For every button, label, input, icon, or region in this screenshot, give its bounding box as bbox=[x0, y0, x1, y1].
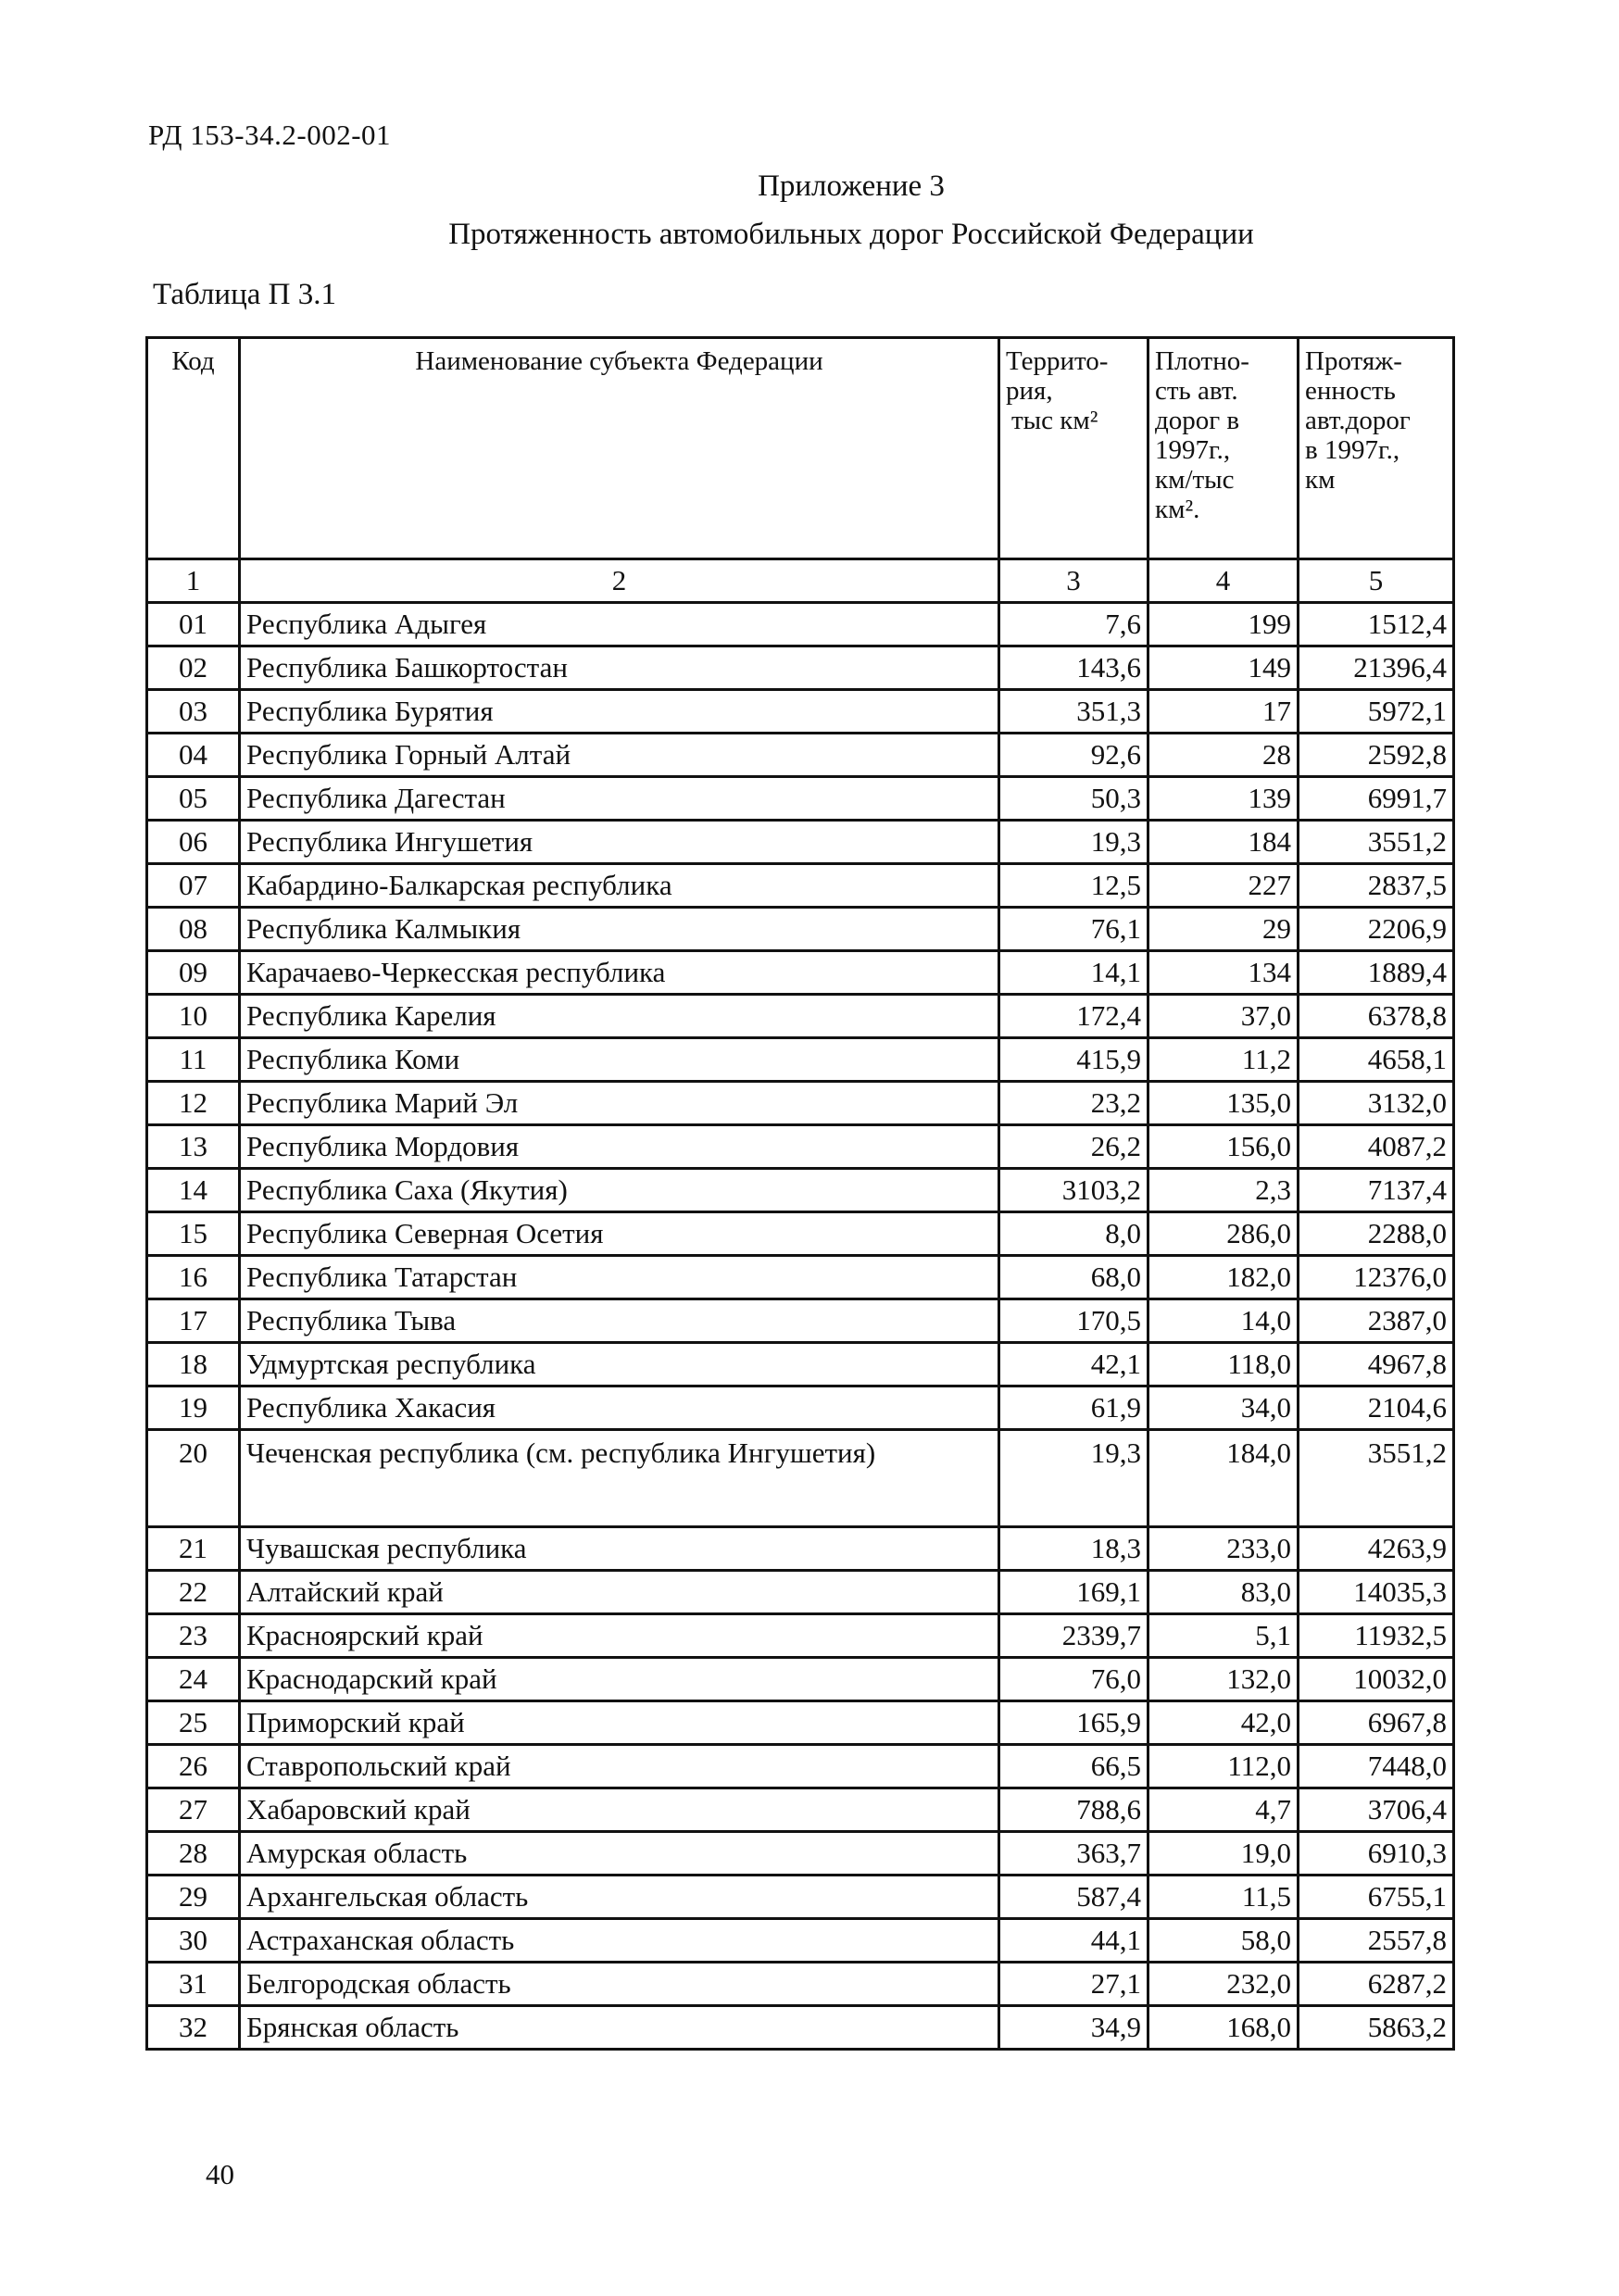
cell-name: Алтайский край bbox=[240, 1571, 999, 1614]
cell-code: 20 bbox=[147, 1430, 240, 1527]
cell-name: Республика Марий Эл bbox=[240, 1082, 999, 1125]
cell-name: Республика Татарстан bbox=[240, 1256, 999, 1299]
cell-territory: 34,9 bbox=[999, 2006, 1148, 2050]
cell-code: 28 bbox=[147, 1832, 240, 1876]
cell-territory: 415,9 bbox=[999, 1038, 1148, 1082]
cell-territory: 19,3 bbox=[999, 1430, 1148, 1527]
cell-density: 199 bbox=[1148, 603, 1299, 646]
table-row bbox=[147, 1963, 1454, 2006]
table-row bbox=[147, 1832, 1454, 1876]
cell-territory: 92,6 bbox=[999, 734, 1148, 777]
cell-territory: 12,5 bbox=[999, 864, 1148, 908]
cell-length: 2592,8 bbox=[1299, 734, 1454, 777]
header-length-line: авт.дорог bbox=[1305, 406, 1411, 435]
cell-density: 118,0 bbox=[1148, 1343, 1299, 1386]
cell-territory: 23,2 bbox=[999, 1082, 1148, 1125]
cell-code: 10 bbox=[147, 995, 240, 1038]
header-density bbox=[1148, 338, 1299, 559]
cell-length: 2288,0 bbox=[1299, 1212, 1454, 1256]
header-density-line: км². bbox=[1155, 495, 1200, 524]
cell-density: 42,0 bbox=[1148, 1701, 1299, 1745]
table-row bbox=[147, 821, 1454, 864]
cell-length: 4658,1 bbox=[1299, 1038, 1454, 1082]
table-row bbox=[147, 1788, 1454, 1832]
cell-territory: 27,1 bbox=[999, 1963, 1148, 2006]
cell-code: 26 bbox=[147, 1745, 240, 1788]
cell-code: 14 bbox=[147, 1169, 240, 1212]
cell-territory: 66,5 bbox=[999, 1745, 1148, 1788]
cell-name: Республика Башкортостан bbox=[240, 646, 999, 690]
table-row bbox=[147, 1658, 1454, 1701]
cell-name: Астраханская область bbox=[240, 1919, 999, 1963]
cell-density: 5,1 bbox=[1148, 1614, 1299, 1658]
cell-density: 134 bbox=[1148, 951, 1299, 995]
cell-length: 14035,3 bbox=[1299, 1571, 1454, 1614]
header-code: Код bbox=[147, 338, 240, 559]
cell-name: Архангельская область bbox=[240, 1876, 999, 1919]
table-row bbox=[147, 1876, 1454, 1919]
cell-name: Приморский край bbox=[240, 1701, 999, 1745]
cell-length: 6287,2 bbox=[1299, 1963, 1454, 2006]
cell-name: Республика Адыгея bbox=[240, 603, 999, 646]
cell-density: 112,0 bbox=[1148, 1745, 1299, 1788]
cell-length: 6967,8 bbox=[1299, 1701, 1454, 1745]
page-number: 40 bbox=[206, 2158, 234, 2190]
cell-name: Белгородская область bbox=[240, 1963, 999, 2006]
cell-length: 1889,4 bbox=[1299, 951, 1454, 995]
table-row bbox=[147, 908, 1454, 951]
cell-density: 17 bbox=[1148, 690, 1299, 734]
header-density-line: 1997г., bbox=[1155, 435, 1231, 465]
cell-name: Республика Карелия bbox=[240, 995, 999, 1038]
table-row bbox=[147, 734, 1454, 777]
cell-density: 2,3 bbox=[1148, 1169, 1299, 1212]
cell-code: 16 bbox=[147, 1256, 240, 1299]
cell-length: 6991,7 bbox=[1299, 777, 1454, 821]
cell-code: 05 bbox=[147, 777, 240, 821]
table-row bbox=[147, 2006, 1454, 2050]
cell-territory: 19,3 bbox=[999, 821, 1148, 864]
cell-density: 232,0 bbox=[1148, 1963, 1299, 2006]
cell-code: 04 bbox=[147, 734, 240, 777]
cell-code: 27 bbox=[147, 1788, 240, 1832]
header-length-line: Протяж- bbox=[1305, 346, 1402, 376]
cell-name: Республика Калмыкия bbox=[240, 908, 999, 951]
cell-territory: 68,0 bbox=[999, 1256, 1148, 1299]
table-row bbox=[147, 1169, 1454, 1212]
cell-territory: 18,3 bbox=[999, 1527, 1148, 1571]
cell-name: Республика Ингушетия bbox=[240, 821, 999, 864]
cell-length: 7137,4 bbox=[1299, 1169, 1454, 1212]
cell-code: 01 bbox=[147, 603, 240, 646]
cell-territory: 2339,7 bbox=[999, 1614, 1148, 1658]
cell-code: 06 bbox=[147, 821, 240, 864]
cell-density: 156,0 bbox=[1148, 1125, 1299, 1169]
cell-territory: 61,9 bbox=[999, 1386, 1148, 1430]
cell-code: 07 bbox=[147, 864, 240, 908]
cell-territory: 351,3 bbox=[999, 690, 1148, 734]
table-row bbox=[147, 777, 1454, 821]
cell-name: Республика Тыва bbox=[240, 1299, 999, 1343]
cell-length: 2104,6 bbox=[1299, 1386, 1454, 1430]
table-row bbox=[147, 1212, 1454, 1256]
table-row bbox=[147, 1343, 1454, 1386]
cell-code: 24 bbox=[147, 1658, 240, 1701]
cell-density: 37,0 bbox=[1148, 995, 1299, 1038]
table-body bbox=[147, 603, 1454, 2050]
cell-territory: 14,1 bbox=[999, 951, 1148, 995]
table-row bbox=[147, 951, 1454, 995]
table-label: Таблица П 3.1 bbox=[153, 278, 336, 311]
column-number: 2 bbox=[240, 559, 999, 603]
cell-code: 03 bbox=[147, 690, 240, 734]
cell-length: 6378,8 bbox=[1299, 995, 1454, 1038]
cell-length: 3551,2 bbox=[1299, 821, 1454, 864]
cell-density: 135,0 bbox=[1148, 1082, 1299, 1125]
cell-name: Республика Бурятия bbox=[240, 690, 999, 734]
cell-name: Краснодарский край bbox=[240, 1658, 999, 1701]
cell-code: 19 bbox=[147, 1386, 240, 1430]
document-title: Протяженность автомобильных дорог Российской Федерации bbox=[448, 218, 1254, 251]
cell-density: 227 bbox=[1148, 864, 1299, 908]
table-row bbox=[147, 1919, 1454, 1963]
cell-name: Хабаровский край bbox=[240, 1788, 999, 1832]
cell-length: 11932,5 bbox=[1299, 1614, 1454, 1658]
cell-territory: 8,0 bbox=[999, 1212, 1148, 1256]
cell-density: 4,7 bbox=[1148, 1788, 1299, 1832]
cell-length: 2206,9 bbox=[1299, 908, 1454, 951]
header-territory-line: тыс км² bbox=[1011, 406, 1098, 435]
cell-code: 22 bbox=[147, 1571, 240, 1614]
cell-density: 233,0 bbox=[1148, 1527, 1299, 1571]
header-density-line: км/тыс bbox=[1155, 465, 1235, 495]
cell-code: 17 bbox=[147, 1299, 240, 1343]
cell-territory: 76,0 bbox=[999, 1658, 1148, 1701]
cell-code: 30 bbox=[147, 1919, 240, 1963]
cell-name: Удмуртская республика bbox=[240, 1343, 999, 1386]
cell-name: Красноярский край bbox=[240, 1614, 999, 1658]
cell-name: Республика Дагестан bbox=[240, 777, 999, 821]
cell-name: Республика Горный Алтай bbox=[240, 734, 999, 777]
cell-density: 184 bbox=[1148, 821, 1299, 864]
header-length-line: енность bbox=[1305, 376, 1396, 406]
cell-length: 7448,0 bbox=[1299, 1745, 1454, 1788]
cell-density: 34,0 bbox=[1148, 1386, 1299, 1430]
cell-name: Брянская область bbox=[240, 2006, 999, 2050]
cell-code: 25 bbox=[147, 1701, 240, 1745]
cell-density: 58,0 bbox=[1148, 1919, 1299, 1963]
cell-name: Республика Саха (Якутия) bbox=[240, 1169, 999, 1212]
cell-name: Амурская область bbox=[240, 1832, 999, 1876]
cell-territory: 169,1 bbox=[999, 1571, 1148, 1614]
cell-code: 02 bbox=[147, 646, 240, 690]
cell-length: 4263,9 bbox=[1299, 1527, 1454, 1571]
cell-density: 286,0 bbox=[1148, 1212, 1299, 1256]
cell-code: 15 bbox=[147, 1212, 240, 1256]
cell-territory: 587,4 bbox=[999, 1876, 1148, 1919]
cell-length: 4087,2 bbox=[1299, 1125, 1454, 1169]
cell-density: 139 bbox=[1148, 777, 1299, 821]
cell-density: 168,0 bbox=[1148, 2006, 1299, 2050]
table-row bbox=[147, 1430, 1454, 1527]
cell-length: 5863,2 bbox=[1299, 2006, 1454, 2050]
header-length-line: км bbox=[1305, 465, 1336, 495]
table-row bbox=[147, 1614, 1454, 1658]
table-row bbox=[147, 690, 1454, 734]
cell-territory: 363,7 bbox=[999, 1832, 1148, 1876]
column-number-row bbox=[147, 559, 1454, 603]
cell-territory: 42,1 bbox=[999, 1343, 1148, 1386]
header-density-line: дорог в bbox=[1155, 406, 1240, 435]
column-number: 5 bbox=[1299, 559, 1454, 603]
cell-length: 3132,0 bbox=[1299, 1082, 1454, 1125]
cell-code: 09 bbox=[147, 951, 240, 995]
cell-code: 13 bbox=[147, 1125, 240, 1169]
cell-length: 3706,4 bbox=[1299, 1788, 1454, 1832]
column-number: 3 bbox=[999, 559, 1148, 603]
cell-length: 3551,2 bbox=[1299, 1430, 1454, 1527]
table-header-row bbox=[147, 338, 1454, 559]
cell-code: 23 bbox=[147, 1614, 240, 1658]
cell-length: 2837,5 bbox=[1299, 864, 1454, 908]
cell-length: 4967,8 bbox=[1299, 1343, 1454, 1386]
cell-length: 6910,3 bbox=[1299, 1832, 1454, 1876]
cell-territory: 7,6 bbox=[999, 603, 1148, 646]
table-row bbox=[147, 1701, 1454, 1745]
cell-territory: 26,2 bbox=[999, 1125, 1148, 1169]
cell-territory: 50,3 bbox=[999, 777, 1148, 821]
cell-territory: 76,1 bbox=[999, 908, 1148, 951]
cell-density: 182,0 bbox=[1148, 1256, 1299, 1299]
cell-territory: 170,5 bbox=[999, 1299, 1148, 1343]
cell-density: 28 bbox=[1148, 734, 1299, 777]
table-row bbox=[147, 1125, 1454, 1169]
cell-length: 1512,4 bbox=[1299, 603, 1454, 646]
table-row bbox=[147, 1256, 1454, 1299]
cell-length: 10032,0 bbox=[1299, 1658, 1454, 1701]
table-row bbox=[147, 995, 1454, 1038]
cell-name: Республика Коми bbox=[240, 1038, 999, 1082]
table-row bbox=[147, 1038, 1454, 1082]
cell-territory: 3103,2 bbox=[999, 1169, 1148, 1212]
cell-density: 83,0 bbox=[1148, 1571, 1299, 1614]
cell-code: 12 bbox=[147, 1082, 240, 1125]
table-row bbox=[147, 1527, 1454, 1571]
cell-code: 31 bbox=[147, 1963, 240, 2006]
cell-name: Республика Хакасия bbox=[240, 1386, 999, 1430]
cell-territory: 172,4 bbox=[999, 995, 1148, 1038]
cell-territory: 165,9 bbox=[999, 1701, 1148, 1745]
cell-density: 11,2 bbox=[1148, 1038, 1299, 1082]
cell-length: 6755,1 bbox=[1299, 1876, 1454, 1919]
header-territory-line: рия, bbox=[1006, 376, 1053, 406]
cell-length: 2387,0 bbox=[1299, 1299, 1454, 1343]
table-row bbox=[147, 1745, 1454, 1788]
header-territory-line: Террито- bbox=[1006, 346, 1109, 376]
table-row bbox=[147, 646, 1454, 690]
cell-length: 5972,1 bbox=[1299, 690, 1454, 734]
cell-density: 184,0 bbox=[1148, 1430, 1299, 1527]
header-length-line: в 1997г., bbox=[1305, 435, 1400, 465]
cell-code: 08 bbox=[147, 908, 240, 951]
cell-name: Кабардино-Балкарская республика bbox=[240, 864, 999, 908]
header-density-line: Плотно- bbox=[1155, 346, 1249, 376]
cell-code: 18 bbox=[147, 1343, 240, 1386]
cell-name: Карачаево-Черкесская республика bbox=[240, 951, 999, 995]
cell-code: 32 bbox=[147, 2006, 240, 2050]
cell-territory: 44,1 bbox=[999, 1919, 1148, 1963]
table-row bbox=[147, 1299, 1454, 1343]
table-row bbox=[147, 1571, 1454, 1614]
table-row bbox=[147, 603, 1454, 646]
header-territory bbox=[999, 338, 1148, 559]
roads-table bbox=[145, 336, 1455, 2051]
header-name: Наименование субъекта Федерации bbox=[240, 338, 999, 559]
cell-territory: 788,6 bbox=[999, 1788, 1148, 1832]
cell-name: Чувашская республика bbox=[240, 1527, 999, 1571]
header-density-line: сть авт. bbox=[1155, 376, 1238, 406]
cell-density: 14,0 bbox=[1148, 1299, 1299, 1343]
cell-density: 29 bbox=[1148, 908, 1299, 951]
column-number: 4 bbox=[1148, 559, 1299, 603]
cell-length: 12376,0 bbox=[1299, 1256, 1454, 1299]
table-row bbox=[147, 1082, 1454, 1125]
cell-density: 19,0 bbox=[1148, 1832, 1299, 1876]
cell-length: 21396,4 bbox=[1299, 646, 1454, 690]
table-row bbox=[147, 864, 1454, 908]
appendix-label: Приложение 3 bbox=[758, 169, 945, 203]
cell-name: Ставропольский край bbox=[240, 1745, 999, 1788]
cell-code: 29 bbox=[147, 1876, 240, 1919]
cell-code: 11 bbox=[147, 1038, 240, 1082]
cell-name: Чеченская республика (см. республика Ингушетия) bbox=[240, 1430, 999, 1527]
cell-territory: 143,6 bbox=[999, 646, 1148, 690]
column-number: 1 bbox=[147, 559, 240, 603]
cell-density: 149 bbox=[1148, 646, 1299, 690]
cell-length: 2557,8 bbox=[1299, 1919, 1454, 1963]
cell-code: 21 bbox=[147, 1527, 240, 1571]
cell-density: 11,5 bbox=[1148, 1876, 1299, 1919]
table-row bbox=[147, 1386, 1454, 1430]
cell-name: Республика Мордовия bbox=[240, 1125, 999, 1169]
cell-name: Республика Северная Осетия bbox=[240, 1212, 999, 1256]
document-code: РД 153-34.2-002-01 bbox=[148, 119, 392, 151]
cell-density: 132,0 bbox=[1148, 1658, 1299, 1701]
header-length bbox=[1299, 338, 1454, 559]
